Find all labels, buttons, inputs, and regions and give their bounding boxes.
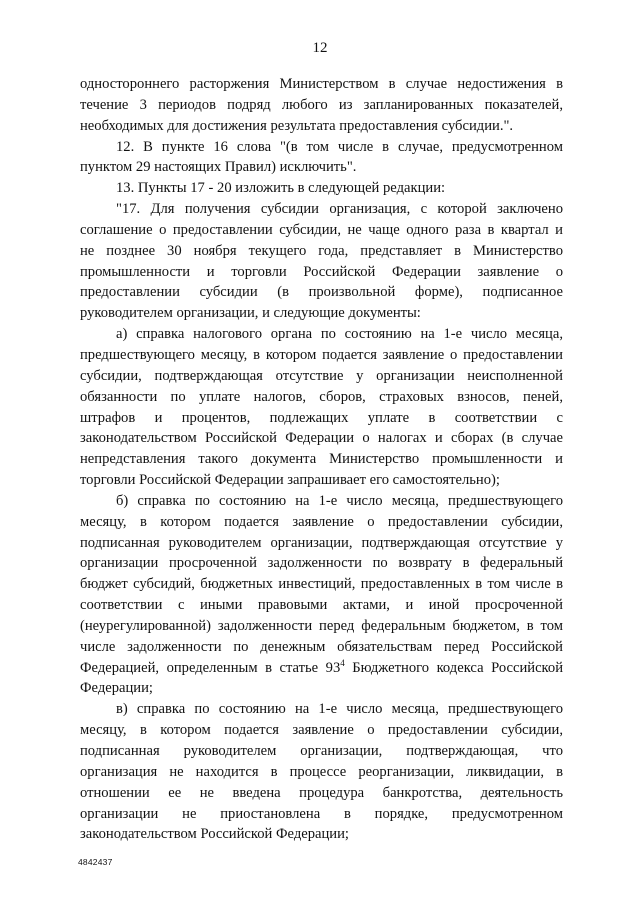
text-line: законодательством Российской Федерации; — [80, 826, 349, 843]
text-line — [80, 658, 563, 679]
text-line: 12. В пункте 16 слова "(в том числе в случае, предусмотренном — [116, 138, 563, 155]
text-line: законодательством Российской Федерации о налогах и сборах (в случае — [80, 430, 563, 447]
text-line: 13. Пункты 17 - 20 изложить в следующей редакции: — [116, 180, 446, 197]
document-code: 4842437 — [78, 857, 113, 867]
text-line: (неурегулированной) задолженности перед федеральным бюджетом, в том — [80, 617, 563, 634]
text-line: торговли Российской Федерации запрашивает его самостоятельно); — [80, 472, 500, 489]
text-line: в) справка по состоянию на 1-е число месяца, предшествующего — [116, 701, 563, 718]
page-number: 12 — [312, 40, 328, 56]
text-line: Федерации; — [80, 680, 153, 697]
text-line: обязанности по уплате налогов, сборов, страховых взносов, пеней, — [80, 388, 563, 405]
text-line: числе задолженности по денежным обязательствам перед Российской — [80, 638, 563, 655]
text-line: необходимых для достижения результата предоставления субсидии.". — [80, 117, 514, 134]
text-line: соглашение о предоставлении субсидии, не чаще одного раза в квартал и — [80, 221, 563, 238]
text-line: субсидии, подтверждающая отсутствие у организации неисполненной — [80, 367, 563, 384]
text-line: организации просроченной задолженности по возврату в федеральный — [80, 555, 563, 572]
text-line: бюджет субсидий, бюджетных инвестиций, предоставленных в том числе в — [80, 576, 563, 593]
text-line: предшествующего месяцу, в котором подается заявление о предоставлении — [80, 346, 563, 363]
text-line: пунктом 29 настоящих Правил) исключить". — [80, 159, 357, 176]
text-line: не позднее 30 ноября текущего года, представляет в Министерство — [80, 242, 563, 259]
text-line: месяцу, в котором подается заявление о предоставлении субсидии, — [80, 513, 563, 530]
text-line: штрафов и процентов, подлежащих уплате в соответствии с — [80, 409, 563, 426]
text-line: "17. Для получения субсидии организация, с которой заключено — [116, 201, 563, 218]
text-line: организация не находится в процессе реорганизации, ликвидации, в — [80, 763, 563, 780]
text-line: б) справка по состоянию на 1-е число месяца, предшествующего — [116, 492, 563, 509]
text-fragment: Бюджетного кодекса Российской — [344, 659, 563, 676]
text-fragment: Федерацией, определенным в статье 93 — [80, 659, 341, 676]
document-body — [80, 74, 563, 845]
text-line: руководителем организации, и следующие документы: — [80, 305, 421, 322]
text-line: соответствии с иными правовыми актами, и иной просроченной — [80, 597, 563, 614]
text-line: подписанная руководителем организации, подтверждающая, что — [80, 743, 563, 759]
text-line: организации не приостановлена в порядке, предусмотренном — [80, 805, 563, 822]
text-line: одностороннего расторжения Министерством в случае недостижения в — [80, 76, 563, 92]
text-line: промышленности и торговли Российской Федерации заявление о — [80, 263, 563, 280]
text-line: предоставлении субсидии (в произвольной форме), подписанное — [80, 284, 563, 301]
text-line: течение 3 периодов подряд любого из запланированных показателей, — [80, 96, 563, 113]
text-line: непредставления такого документа Министерство промышленности и — [80, 451, 563, 468]
superscript: 4 — [340, 657, 345, 668]
text-line: месяцу, в котором подается заявление о предоставлении субсидии, — [80, 722, 563, 739]
text-line: отношении ее не введена процедура банкротства, деятельность — [80, 784, 563, 801]
text-line: подписанная руководителем организации, подтверждающая отсутствие у — [80, 534, 563, 551]
text-line: а) справка налогового органа по состоянию на 1-е число месяца, — [116, 326, 563, 343]
